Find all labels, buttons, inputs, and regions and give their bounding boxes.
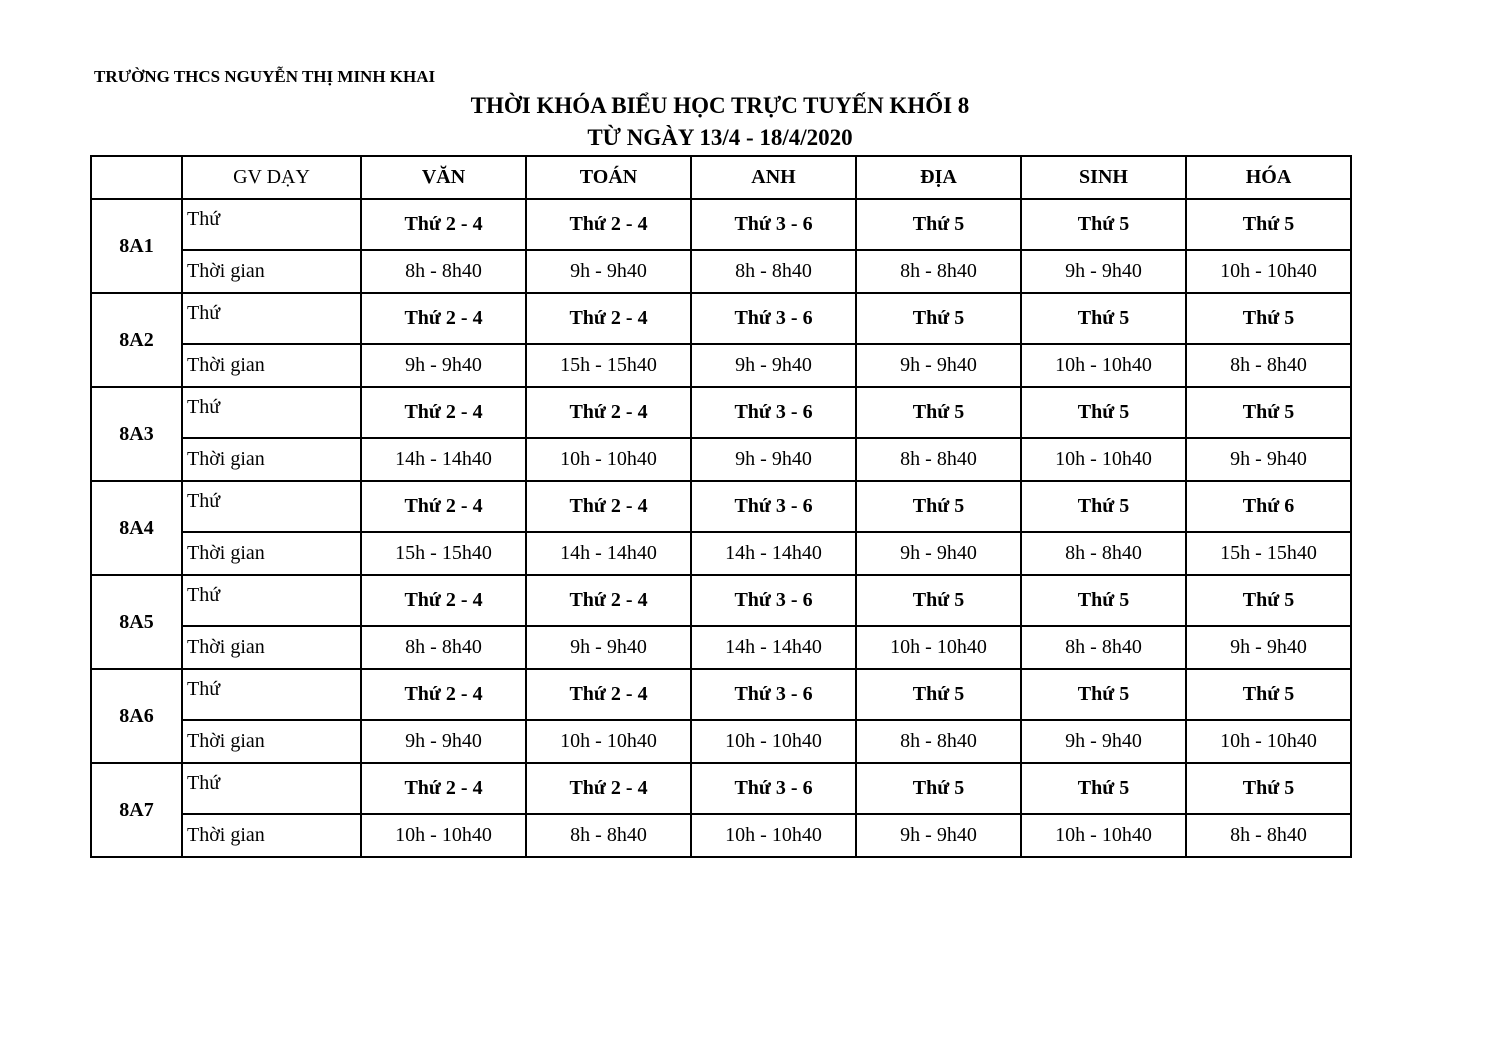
day-cell-dia: Thứ 5 [856,763,1021,814]
day-cell-sinh: Thứ 5 [1021,669,1186,720]
day-cell-toan: Thứ 2 - 4 [526,763,691,814]
time-cell-dia: 10h - 10h40 [856,626,1021,669]
day-label-cell: Thứ [182,481,361,532]
day-cell-van: Thứ 2 - 4 [361,199,526,250]
class-name-cell: 8A3 [91,387,182,481]
day-cell-hoa: Thứ 6 [1186,481,1351,532]
day-cell-sinh: Thứ 5 [1021,481,1186,532]
table-row-time [91,720,1351,763]
day-cell-van: Thứ 2 - 4 [361,481,526,532]
time-cell-sinh: 10h - 10h40 [1021,438,1186,481]
table-row-day [91,575,1351,626]
time-cell-hoa: 8h - 8h40 [1186,814,1351,857]
time-cell-dia: 8h - 8h40 [856,720,1021,763]
time-cell-sinh: 8h - 8h40 [1021,532,1186,575]
day-cell-hoa: Thứ 5 [1186,387,1351,438]
time-cell-sinh: 10h - 10h40 [1021,814,1186,857]
time-cell-anh: 14h - 14h40 [691,532,856,575]
header-row [91,156,1351,199]
column-header-gv-day: GV DẠY [182,156,361,199]
class-name-cell: 8A6 [91,669,182,763]
column-header-sinh: SINH [1021,156,1186,199]
class-name-cell: 8A4 [91,481,182,575]
day-cell-hoa: Thứ 5 [1186,293,1351,344]
class-name-cell: 8A7 [91,763,182,857]
column-header-toan: TOÁN [526,156,691,199]
time-cell-hoa: 10h - 10h40 [1186,250,1351,293]
time-cell-van: 8h - 8h40 [361,250,526,293]
day-cell-van: Thứ 2 - 4 [361,763,526,814]
table-row-time [91,438,1351,481]
day-cell-sinh: Thứ 5 [1021,763,1186,814]
time-label-cell: Thời gian [182,532,361,575]
table-row-time [91,626,1351,669]
day-cell-dia: Thứ 5 [856,199,1021,250]
time-cell-hoa: 10h - 10h40 [1186,720,1351,763]
day-cell-anh: Thứ 3 - 6 [691,763,856,814]
table-row-time [91,250,1351,293]
time-cell-hoa: 9h - 9h40 [1186,438,1351,481]
timetable-body [91,156,1351,857]
day-cell-toan: Thứ 2 - 4 [526,293,691,344]
day-cell-dia: Thứ 5 [856,575,1021,626]
time-label-cell: Thời gian [182,438,361,481]
day-cell-sinh: Thứ 5 [1021,575,1186,626]
time-cell-dia: 8h - 8h40 [856,250,1021,293]
table-row-time [91,344,1351,387]
column-header-hoa: HÓA [1186,156,1351,199]
column-header-anh: ANH [691,156,856,199]
day-cell-hoa: Thứ 5 [1186,669,1351,720]
day-cell-anh: Thứ 3 - 6 [691,199,856,250]
time-cell-toan: 10h - 10h40 [526,720,691,763]
day-cell-anh: Thứ 3 - 6 [691,575,856,626]
day-cell-hoa: Thứ 5 [1186,763,1351,814]
time-cell-sinh: 10h - 10h40 [1021,344,1186,387]
time-label-cell: Thời gian [182,814,361,857]
column-header-van: VĂN [361,156,526,199]
day-cell-dia: Thứ 5 [856,669,1021,720]
time-cell-anh: 9h - 9h40 [691,438,856,481]
time-cell-anh: 9h - 9h40 [691,344,856,387]
time-cell-van: 9h - 9h40 [361,720,526,763]
table-row-day [91,763,1351,814]
timetable [90,155,1352,858]
time-cell-van: 15h - 15h40 [361,532,526,575]
table-row-day [91,199,1351,250]
day-cell-toan: Thứ 2 - 4 [526,575,691,626]
table-row-day [91,481,1351,532]
class-name-cell: 8A1 [91,199,182,293]
day-cell-hoa: Thứ 5 [1186,199,1351,250]
column-header-dia: ĐỊA [856,156,1021,199]
school-name: TRƯỜNG THCS NGUYỄN THỊ MINH KHAI [94,67,436,86]
day-label-cell: Thứ [182,763,361,814]
time-cell-dia: 9h - 9h40 [856,532,1021,575]
table-row-day [91,387,1351,438]
class-name-cell: 8A5 [91,575,182,669]
time-cell-toan: 9h - 9h40 [526,626,691,669]
day-cell-sinh: Thứ 5 [1021,387,1186,438]
time-cell-van: 14h - 14h40 [361,438,526,481]
day-cell-toan: Thứ 2 - 4 [526,387,691,438]
time-cell-hoa: 9h - 9h40 [1186,626,1351,669]
day-cell-sinh: Thứ 5 [1021,199,1186,250]
day-label-cell: Thứ [182,669,361,720]
day-cell-sinh: Thứ 5 [1021,293,1186,344]
time-label-cell: Thời gian [182,720,361,763]
document-title: THỜI KHÓA BIỂU HỌC TRỰC TUYẾN KHỐI 8 [470,93,970,118]
time-cell-anh: 10h - 10h40 [691,814,856,857]
day-cell-dia: Thứ 5 [856,481,1021,532]
day-cell-van: Thứ 2 - 4 [361,575,526,626]
time-cell-van: 10h - 10h40 [361,814,526,857]
day-cell-van: Thứ 2 - 4 [361,387,526,438]
class-name-cell: 8A2 [91,293,182,387]
date-range: TỪ NGÀY 13/4 - 18/4/2020 [587,125,853,150]
day-cell-anh: Thứ 3 - 6 [691,387,856,438]
table-row-day [91,669,1351,720]
time-cell-hoa: 15h - 15h40 [1186,532,1351,575]
day-cell-van: Thứ 2 - 4 [361,293,526,344]
day-cell-anh: Thứ 3 - 6 [691,293,856,344]
time-cell-van: 9h - 9h40 [361,344,526,387]
day-cell-hoa: Thứ 5 [1186,575,1351,626]
time-cell-sinh: 9h - 9h40 [1021,250,1186,293]
day-label-cell: Thứ [182,575,361,626]
day-cell-anh: Thứ 3 - 6 [691,481,856,532]
time-cell-sinh: 8h - 8h40 [1021,626,1186,669]
table-row-time [91,532,1351,575]
time-cell-dia: 9h - 9h40 [856,344,1021,387]
time-cell-van: 8h - 8h40 [361,626,526,669]
time-label-cell: Thời gian [182,344,361,387]
time-label-cell: Thời gian [182,250,361,293]
day-label-cell: Thứ [182,293,361,344]
table-row-time [91,814,1351,857]
day-cell-van: Thứ 2 - 4 [361,669,526,720]
day-cell-dia: Thứ 5 [856,293,1021,344]
day-cell-toan: Thứ 2 - 4 [526,199,691,250]
day-cell-toan: Thứ 2 - 4 [526,669,691,720]
time-cell-toan: 14h - 14h40 [526,532,691,575]
time-cell-toan: 9h - 9h40 [526,250,691,293]
time-cell-toan: 10h - 10h40 [526,438,691,481]
corner-cell [91,156,182,199]
time-cell-anh: 8h - 8h40 [691,250,856,293]
table-row-day [91,293,1351,344]
day-cell-dia: Thứ 5 [856,387,1021,438]
time-cell-sinh: 9h - 9h40 [1021,720,1186,763]
day-cell-toan: Thứ 2 - 4 [526,481,691,532]
time-cell-hoa: 8h - 8h40 [1186,344,1351,387]
time-cell-anh: 10h - 10h40 [691,720,856,763]
time-label-cell: Thời gian [182,626,361,669]
time-cell-dia: 8h - 8h40 [856,438,1021,481]
day-label-cell: Thứ [182,199,361,250]
time-cell-toan: 8h - 8h40 [526,814,691,857]
day-cell-anh: Thứ 3 - 6 [691,669,856,720]
time-cell-anh: 14h - 14h40 [691,626,856,669]
day-label-cell: Thứ [182,387,361,438]
time-cell-dia: 9h - 9h40 [856,814,1021,857]
time-cell-toan: 15h - 15h40 [526,344,691,387]
